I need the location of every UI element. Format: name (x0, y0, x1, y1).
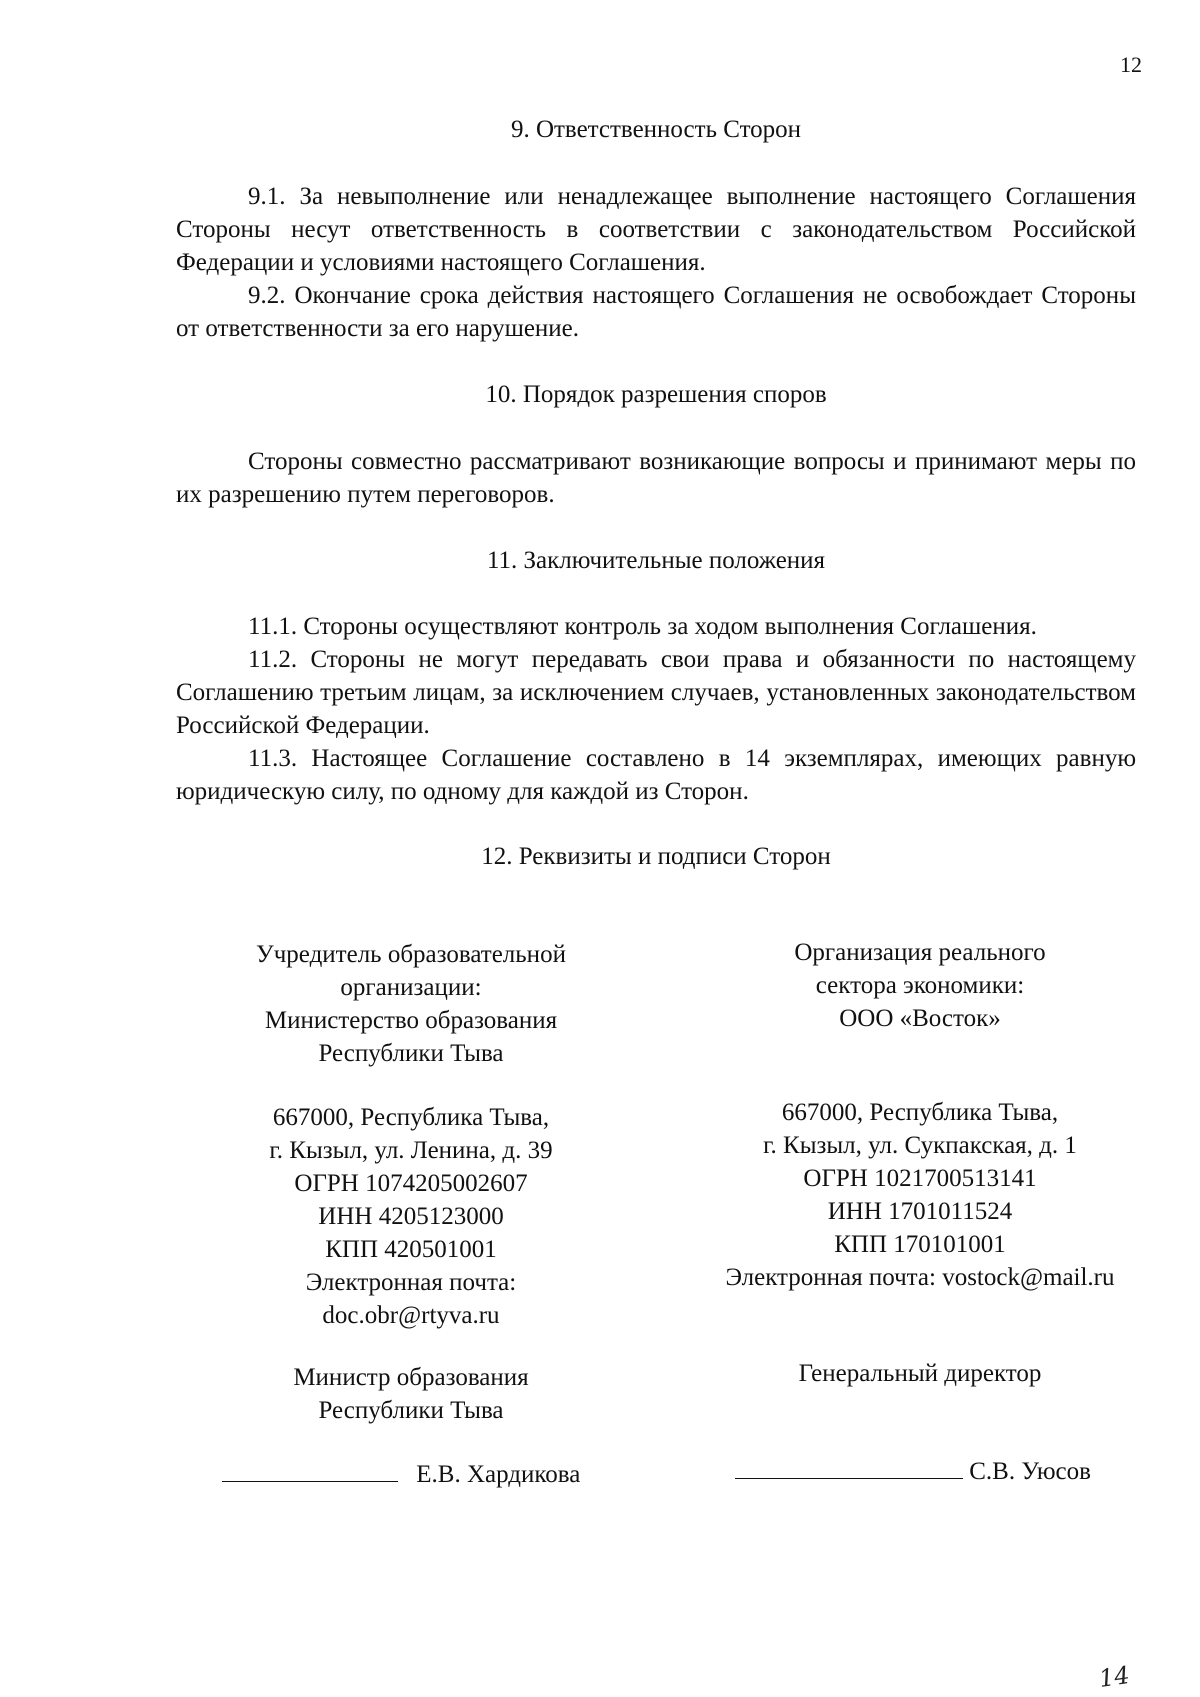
right-party-position-line: Генеральный директор (798, 1360, 1042, 1387)
left-party-address-line: Электронная почта: (305, 1269, 517, 1296)
left-party-address-line: doc.obr@rtyva.ru (322, 1302, 500, 1329)
left-party-title (206, 938, 616, 1070)
right-party-title (690, 936, 1150, 1035)
left-party-title-line: Республики Тыва (318, 1040, 504, 1067)
left-party-title-line: Министерство образования (264, 1007, 558, 1034)
left-party-address-line: ИНН 4205123000 (318, 1203, 504, 1230)
right-party-title-line: сектора экономики: (815, 972, 1025, 999)
right-party-title-line: Организация реального (794, 939, 1046, 966)
right-signatory-name: С.В. Уюсов (969, 1458, 1091, 1485)
right-party-address-line: ОГРН 1021700513141 (803, 1165, 1037, 1192)
left-party-address-line: г. Кызыл, ул. Ленина, д. 39 (269, 1137, 553, 1164)
right-party-address-line: Электронная почта: vostock@mail.ru (725, 1264, 1115, 1291)
left-party-address-line: ОГРН 1074205002607 (294, 1170, 528, 1197)
right-party-address-line: 667000, Республика Тыва, (781, 1099, 1059, 1126)
left-party-position (206, 1361, 616, 1427)
left-party-address-line: КПП 420501001 (325, 1236, 497, 1263)
right-party-address-line: ИНН 1701011524 (827, 1198, 1013, 1225)
right-party-address-line: КПП 170101001 (834, 1231, 1006, 1258)
section-9-2-paragraph: 9.2. Окончание срока действия настоящего Соглашения не освобождает Стороны от ответственности за его нарушение. (176, 282, 1136, 342)
right-signature-blank (735, 1456, 963, 1479)
left-party-position-line: Республики Тыва (318, 1397, 504, 1424)
left-party-position-line: Министр образования (293, 1364, 529, 1391)
handwritten-page-mark: 14 (1097, 1661, 1132, 1693)
left-party-title-line: организации: (340, 974, 482, 1001)
section-11-1-paragraph: 11.1. Стороны осуществляют контроль за ходом выполнения Соглашения. (248, 613, 1037, 640)
section-12-heading: 12. Реквизиты и подписи Сторон (481, 843, 831, 870)
left-signature-line (222, 1458, 580, 1491)
left-party-address-line: 667000, Республика Тыва, (272, 1104, 550, 1131)
left-party-title-line: Учредитель образовательной (256, 941, 566, 968)
left-party-details (206, 0, 616, 1697)
right-party-position (690, 1357, 1150, 1390)
section-10-heading: 10. Порядок разрешения споров (485, 381, 827, 408)
right-signature-line (735, 1455, 1091, 1488)
right-party-details (690, 0, 1150, 1697)
section-9-heading: 9. Ответственность Сторон (510, 116, 802, 143)
right-party-address (690, 1096, 1150, 1294)
section-10-paragraph: Стороны совместно рассматривают возникающие вопросы и принимают меры по их разрешению путем переговоров. (176, 448, 1136, 508)
section-9-1-paragraph: 9.1. За невыполнение или ненадлежащее выполнение настоящего Соглашения Стороны несут ответственность в соответствии с законодательством Российской Федерации и условиями настоящего Соглашения. (176, 183, 1136, 276)
left-signature-blank (222, 1459, 398, 1482)
left-signatory-name: Е.В. Хардикова (416, 1461, 581, 1488)
section-11-heading: 11. Заключительные положения (486, 547, 826, 574)
page-number: 12 (1120, 52, 1142, 77)
section-11-3-paragraph: 11.3. Настоящее Соглашение составлено в 14 экземплярах, имеющих равную юридическую силу, по одному для каждой из Сторон. (176, 745, 1136, 805)
right-party-address-line: г. Кызыл, ул. Сукпакская, д. 1 (763, 1132, 1077, 1159)
section-11-2-paragraph: 11.2. Стороны не могут передавать свои права и обязанности по настоящему Соглашению третьим лицам, за исключением случаев, установленных законодательством Российской Федерации. (176, 646, 1136, 739)
right-party-title-line: ООО «Восток» (839, 1005, 1001, 1032)
left-party-address (206, 1101, 616, 1332)
